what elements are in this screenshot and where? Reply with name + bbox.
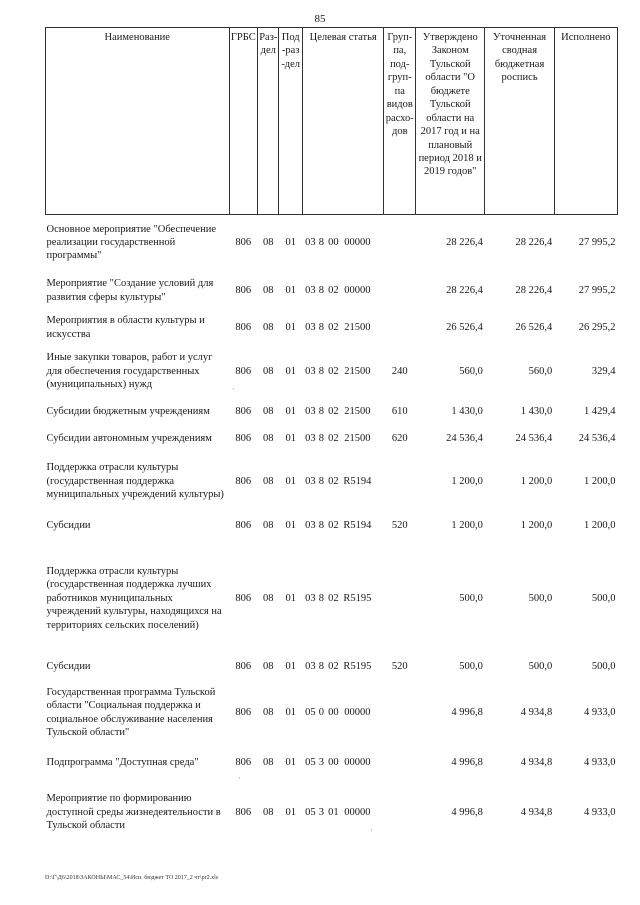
article-part: 8 bbox=[318, 519, 325, 531]
row-article bbox=[302, 541, 384, 657]
row-name: Субсидии бюджетным учреждениям bbox=[46, 406, 210, 418]
row-grbs: 806 bbox=[235, 660, 252, 672]
row-podrazdel: 01 bbox=[285, 706, 296, 718]
row-podrazdel: 01 bbox=[285, 475, 296, 487]
article-part: 00 bbox=[328, 237, 339, 249]
row-refined: 560,0 bbox=[528, 365, 553, 377]
row-refined: 1 430,0 bbox=[520, 406, 553, 418]
table-row bbox=[46, 657, 618, 677]
article-part: 02 bbox=[328, 475, 339, 487]
row-name: Иные закупки товаров, работ и услуг для обеспечения государственных (муниципальных) нужд bbox=[46, 352, 213, 391]
row-name: Поддержка отрасли культуры (государственная поддержка лучших работников муниципальных учреждений культуры, находящихся на территориях сельских поселений) bbox=[46, 565, 222, 631]
row-group bbox=[384, 271, 416, 311]
row-podrazdel: 01 bbox=[285, 406, 296, 418]
article-part: 02 bbox=[328, 592, 339, 604]
row-group bbox=[384, 749, 416, 777]
header-name: Наименование bbox=[46, 28, 230, 215]
article-part: 00000 bbox=[344, 806, 371, 818]
row-executed: 27 995,2 bbox=[578, 284, 616, 296]
row-refined: 28 226,4 bbox=[515, 284, 553, 296]
row-article bbox=[302, 511, 384, 541]
table-row bbox=[46, 215, 618, 271]
header-refined: Уточненная сводная бюджетная роспись bbox=[485, 28, 554, 215]
row-refined: 4 934,8 bbox=[520, 806, 553, 818]
row-refined: 28 226,4 bbox=[515, 237, 553, 249]
article-part: R5194 bbox=[343, 519, 372, 531]
row-approved: 500,0 bbox=[459, 592, 483, 604]
row-article bbox=[302, 426, 384, 453]
row-razdel: 08 bbox=[263, 706, 274, 718]
row-approved: 26 526,4 bbox=[446, 321, 483, 333]
article-part: 21500 bbox=[344, 406, 371, 418]
row-refined: 500,0 bbox=[528, 592, 553, 604]
table-header-row bbox=[46, 28, 618, 215]
row-podrazdel: 01 bbox=[285, 284, 296, 296]
row-group bbox=[384, 541, 416, 657]
row-executed: 24 536,4 bbox=[578, 433, 616, 445]
row-executed: 4 933,0 bbox=[584, 806, 616, 818]
row-refined: 1 200,0 bbox=[520, 519, 553, 531]
row-podrazdel: 01 bbox=[285, 519, 296, 531]
row-approved: 28 226,4 bbox=[446, 237, 483, 249]
row-razdel: 08 bbox=[263, 237, 274, 249]
article-part: 03 bbox=[305, 592, 316, 604]
row-article bbox=[302, 311, 384, 345]
article-part: 8 bbox=[318, 660, 325, 672]
row-podrazdel: 01 bbox=[285, 756, 296, 768]
row-grbs: 806 bbox=[235, 321, 252, 333]
row-name: Субсидии автономным учреждениям bbox=[46, 433, 212, 445]
article-part: 03 bbox=[305, 433, 316, 445]
row-razdel: 08 bbox=[263, 756, 274, 768]
table-row bbox=[46, 541, 618, 657]
row-grbs: 806 bbox=[235, 706, 252, 718]
article-part: 03 bbox=[305, 321, 316, 333]
row-group: 520 bbox=[391, 660, 408, 672]
row-grbs: 806 bbox=[235, 433, 252, 445]
article-part: 8 bbox=[318, 321, 325, 333]
row-group bbox=[384, 215, 416, 271]
row-podrazdel: 01 bbox=[285, 237, 296, 249]
row-razdel: 08 bbox=[263, 592, 274, 604]
article-part: 8 bbox=[318, 365, 325, 377]
row-podrazdel: 01 bbox=[285, 592, 296, 604]
table-row bbox=[46, 345, 618, 399]
row-approved: 1 430,0 bbox=[451, 406, 483, 418]
article-part: R5195 bbox=[343, 592, 372, 604]
row-group bbox=[384, 677, 416, 749]
row-refined: 500,0 bbox=[528, 660, 553, 672]
page-number: 85 bbox=[314, 13, 326, 25]
row-approved: 1 200,0 bbox=[451, 475, 483, 487]
row-grbs: 806 bbox=[235, 237, 252, 249]
row-approved: 4 996,8 bbox=[451, 706, 483, 718]
row-article bbox=[302, 271, 384, 311]
row-refined: 26 526,4 bbox=[515, 321, 553, 333]
header-approved: Утверждено Законом Тульской области "О бюджете Тульской области на 2017 год и на плановый период 2018 и 2019 годов" bbox=[416, 28, 485, 215]
article-part: 21500 bbox=[344, 365, 371, 377]
row-group: 240 bbox=[391, 365, 408, 377]
article-part: 02 bbox=[328, 433, 339, 445]
article-part: 02 bbox=[328, 519, 339, 531]
header-podrazdel: Под-раз-дел bbox=[279, 28, 302, 215]
row-group bbox=[384, 311, 416, 345]
row-name: Поддержка отрасли культуры (государственная поддержка муниципальных учреждений культуры) bbox=[46, 462, 224, 501]
table-body bbox=[46, 215, 618, 849]
row-article bbox=[302, 453, 384, 511]
table-row bbox=[46, 511, 618, 541]
table-row bbox=[46, 271, 618, 311]
article-part: 02 bbox=[328, 660, 339, 672]
row-razdel: 08 bbox=[263, 284, 274, 296]
article-part: 00000 bbox=[344, 237, 371, 249]
scan-dot: · bbox=[370, 826, 373, 835]
row-refined: 4 934,8 bbox=[520, 706, 553, 718]
article-part: 8 bbox=[318, 406, 325, 418]
article-part: 03 bbox=[305, 519, 316, 531]
row-executed: 1 429,4 bbox=[584, 406, 616, 418]
article-part: 03 bbox=[305, 406, 316, 418]
article-part: 8 bbox=[318, 592, 325, 604]
row-article bbox=[302, 345, 384, 399]
row-approved: 4 996,8 bbox=[451, 806, 483, 818]
row-name: Субсидии bbox=[46, 519, 91, 531]
row-executed: 500,0 bbox=[591, 660, 616, 672]
row-razdel: 08 bbox=[263, 519, 274, 531]
header-executed: Исполнено bbox=[554, 28, 617, 215]
scan-dot: · bbox=[232, 385, 235, 394]
table-row bbox=[46, 399, 618, 426]
row-executed: 329,4 bbox=[591, 365, 616, 377]
row-executed: 27 995,2 bbox=[578, 237, 616, 249]
article-part: 03 bbox=[305, 284, 316, 296]
table-row bbox=[46, 453, 618, 511]
article-part: 02 bbox=[328, 284, 339, 296]
row-razdel: 08 bbox=[263, 660, 274, 672]
row-podrazdel: 01 bbox=[285, 433, 296, 445]
row-grbs: 806 bbox=[235, 592, 252, 604]
table-row bbox=[46, 777, 618, 849]
row-name: Государственная программа Тульской области "Социальная поддержка и социальное обслуживание населения Тульской области" bbox=[46, 686, 216, 738]
row-article bbox=[302, 657, 384, 677]
article-part: 3 bbox=[318, 806, 325, 818]
row-article bbox=[302, 749, 384, 777]
row-group bbox=[384, 453, 416, 511]
row-grbs: 806 bbox=[235, 406, 252, 418]
footer-file-path: D:\Г\Д6\2018\ЗАКОНЫ\МАС_54\Исп. бюджет ТО 2017_2 чт\pr2.xls bbox=[45, 875, 219, 881]
article-part: 8 bbox=[318, 237, 325, 249]
article-part: 0 bbox=[318, 706, 325, 718]
article-part: 02 bbox=[328, 321, 339, 333]
row-executed: 4 933,0 bbox=[584, 756, 616, 768]
row-razdel: 08 bbox=[263, 475, 274, 487]
row-podrazdel: 01 bbox=[285, 365, 296, 377]
row-razdel: 08 bbox=[263, 365, 274, 377]
article-part: 00000 bbox=[344, 284, 371, 296]
article-part: 01 bbox=[328, 806, 339, 818]
row-name: Подпрограмма "Доступная среда" bbox=[46, 756, 199, 768]
row-executed: 26 295,2 bbox=[578, 321, 616, 333]
article-part: 8 bbox=[318, 475, 325, 487]
article-part: 05 bbox=[305, 806, 316, 818]
article-part: 05 bbox=[305, 756, 316, 768]
row-executed: 1 200,0 bbox=[584, 519, 616, 531]
row-article bbox=[302, 777, 384, 849]
table-row bbox=[46, 677, 618, 749]
row-grbs: 806 bbox=[235, 365, 252, 377]
row-razdel: 08 bbox=[263, 406, 274, 418]
article-part: 8 bbox=[318, 433, 325, 445]
budget-table bbox=[45, 27, 618, 849]
header-group: Груп-па, под-груп-па видов расхо-дов bbox=[384, 28, 416, 215]
article-part: 05 bbox=[305, 706, 316, 718]
row-group: 520 bbox=[391, 519, 408, 531]
row-razdel: 08 bbox=[263, 433, 274, 445]
article-part: 02 bbox=[328, 365, 339, 377]
row-name: Основное мероприятие "Обеспечение реализации государственной программы" bbox=[46, 223, 216, 262]
row-article bbox=[302, 399, 384, 426]
article-part: 21500 bbox=[344, 433, 371, 445]
article-part: 00000 bbox=[344, 706, 371, 718]
row-razdel: 08 bbox=[263, 806, 274, 818]
article-part: 3 bbox=[318, 756, 325, 768]
row-name: Мероприятия в области культуры и искусства bbox=[46, 315, 205, 340]
row-group bbox=[384, 777, 416, 849]
row-group: 620 bbox=[391, 433, 408, 445]
row-approved: 560,0 bbox=[459, 365, 483, 377]
row-podrazdel: 01 bbox=[285, 806, 296, 818]
row-group: 610 bbox=[391, 406, 408, 418]
article-part: 21500 bbox=[344, 321, 371, 333]
table-row bbox=[46, 749, 618, 777]
row-approved: 500,0 bbox=[459, 660, 483, 672]
row-podrazdel: 01 bbox=[285, 660, 296, 672]
article-part: 8 bbox=[318, 284, 325, 296]
article-part: R5195 bbox=[343, 660, 372, 672]
table-row bbox=[46, 311, 618, 345]
row-refined: 1 200,0 bbox=[520, 475, 553, 487]
header-razdel: Раз-дел bbox=[258, 28, 279, 215]
table-row bbox=[46, 426, 618, 453]
row-approved: 24 536,4 bbox=[446, 433, 483, 445]
article-part: 02 bbox=[328, 406, 339, 418]
row-grbs: 806 bbox=[235, 284, 252, 296]
row-grbs: 806 bbox=[235, 806, 252, 818]
row-approved: 1 200,0 bbox=[451, 519, 483, 531]
row-name: Субсидии bbox=[46, 660, 91, 672]
row-grbs: 806 bbox=[235, 756, 252, 768]
article-part: 03 bbox=[305, 660, 316, 672]
header-article: Целевая статья bbox=[302, 28, 384, 215]
row-grbs: 806 bbox=[235, 475, 252, 487]
article-part: 00 bbox=[328, 706, 339, 718]
article-part: 00 bbox=[328, 756, 339, 768]
row-name: Мероприятие "Создание условий для развития сферы культуры" bbox=[46, 278, 214, 303]
header-grbs: ГРБС bbox=[229, 28, 258, 215]
scan-dot: · bbox=[238, 774, 241, 783]
row-approved: 4 996,8 bbox=[451, 756, 483, 768]
row-name: Мероприятие по формированию доступной среды жизнедеятельности в Тульской области bbox=[46, 793, 221, 832]
article-part: 00000 bbox=[344, 756, 371, 768]
row-approved: 28 226,4 bbox=[446, 284, 483, 296]
row-grbs: 806 bbox=[235, 519, 252, 531]
article-part: 03 bbox=[305, 365, 316, 377]
article-part: 03 bbox=[305, 475, 316, 487]
row-refined: 4 934,8 bbox=[520, 756, 553, 768]
article-part: 03 bbox=[305, 237, 316, 249]
row-article bbox=[302, 215, 384, 271]
row-executed: 500,0 bbox=[591, 592, 616, 604]
row-article bbox=[302, 677, 384, 749]
row-razdel: 08 bbox=[263, 321, 274, 333]
row-executed: 4 933,0 bbox=[584, 706, 616, 718]
row-podrazdel: 01 bbox=[285, 321, 296, 333]
article-part: R5194 bbox=[343, 475, 372, 487]
row-executed: 1 200,0 bbox=[584, 475, 616, 487]
row-refined: 24 536,4 bbox=[515, 433, 553, 445]
